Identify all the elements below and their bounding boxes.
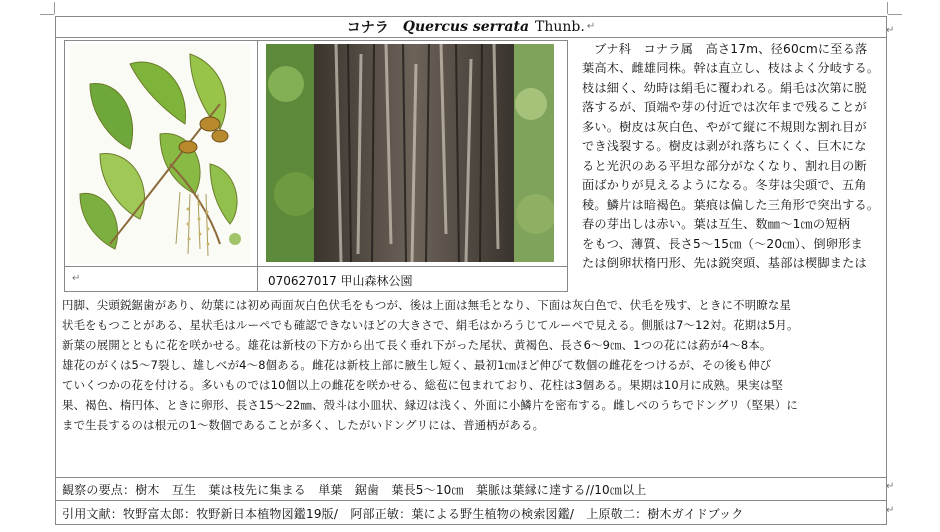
description-line: 稜。鱗片は暗褐色。葉痕は偏した三角形で突出する。 bbox=[582, 198, 880, 212]
image-table-divider-h bbox=[64, 266, 568, 267]
references: 引用文献：牧野富太郎：牧野新日本植物図鑑19版/ 阿部正敏：葉による野生植物の検索図鑑/ 上原敬二：樹木ガイドブック bbox=[62, 507, 744, 521]
description-line: 果、褐色、楕円体、ときに卵形、長さ15～22㎜、殻斗は小皿状、縁辺は浅く、外面に小鱗片を密布する。雌しべのうちでドングリ（堅果）に bbox=[62, 398, 799, 412]
cell-return-mark: ↵ bbox=[72, 273, 81, 284]
description-line: 春の芽出しは赤い。葉は互生、数㎜～1㎝の短柄 bbox=[582, 217, 851, 231]
section-divider bbox=[55, 500, 887, 501]
observation-points: 観察の要点：樹木 互生 葉は枝先に集まる 単葉 鋸歯 葉長5～10㎝ 葉脈は葉縁に達する//10㎝以上 bbox=[62, 483, 647, 497]
section-divider bbox=[55, 477, 887, 478]
description-line: 葉高木、雌雄同株。幹は直立し、枝はよく分岐する。 bbox=[582, 61, 880, 75]
photo-caption: 070627017 甲山森林公園 bbox=[268, 274, 413, 288]
author-name: Thunb. bbox=[535, 18, 585, 35]
description-line: ブナ科 コナラ属 高さ17m、径60cmに至る落 bbox=[594, 42, 868, 56]
description-line: ると光沢のある平坦な部分がなくなり、割れ目の断 bbox=[582, 159, 867, 173]
title-row bbox=[55, 16, 887, 38]
botanical-illustration[interactable] bbox=[70, 44, 250, 264]
image-table-divider-v bbox=[257, 40, 258, 292]
corner-mark-top-left-v bbox=[54, 2, 55, 14]
description-line: たは倒卵状楕円形、先は鋭突頭、基部は楔脚または bbox=[582, 256, 867, 270]
description-line: ていくつかの花を付ける。多いものでは10個以上の雌花を咲かせる、総苞に包まれており、花柱は3個ある。果期は10月に成熟。果実は堅 bbox=[62, 378, 784, 392]
corner-mark-top-right bbox=[888, 14, 902, 15]
return-mark: ↵ bbox=[586, 21, 596, 32]
description-line: 円脚、尖頭鋭鋸歯があり、幼葉には初め両面灰白色伏毛をもつが、後は上面は無毛となり、下面は灰白色で、伏毛を残す、ときに不明瞭な星 bbox=[62, 298, 792, 312]
japanese-name: コナラ bbox=[346, 19, 389, 36]
description-line: 面ばかりが見えるようになる。冬芽は尖頭で、五角 bbox=[582, 178, 867, 192]
corner-mark-top-left bbox=[40, 14, 54, 15]
corner-mark-top-right-v bbox=[887, 2, 888, 14]
description-line: 枝は細く、幼時は絹毛に覆われる。絹毛は次第に脱 bbox=[582, 81, 867, 95]
description-line: でき浅裂する。樹皮は剥がれ落ちにくく、巨木にな bbox=[582, 139, 867, 153]
description-line: 多い。樹皮は灰白色、やがて縦に不規則な割れ目が bbox=[582, 120, 867, 134]
row-return-mark: ↵ bbox=[886, 481, 895, 492]
description-line: をもつ、薄質、長さ5～15㎝（～20㎝）、倒卵形ま bbox=[582, 237, 863, 251]
row-return-mark: ↵ bbox=[886, 25, 895, 36]
description-line: まで生長するのは根元の1～数個であることが多く、したがいドングリには、普通柄がある。 bbox=[62, 418, 545, 432]
scientific-name: Quercus serrata bbox=[402, 18, 530, 35]
description-line: 新葉の展開とともに花を咲かせる。雄花は新枝の下方から出て長く垂れ下がった尾状、黄褐色、長さ6～9㎝、1つの花には葯が4～8本。 bbox=[62, 338, 772, 352]
description-line: 雄花のがくは5～7裂し、雄しべが4～8個ある。雌花は新枝上部に腋生し短く、最初1㎝ほど伸びて数個の雌花をつけるが、その後も伸び bbox=[62, 358, 772, 372]
bark-photo[interactable] bbox=[266, 44, 554, 262]
description-line: 落するが、頂端や芽の付近では次年まで残ることが bbox=[582, 100, 867, 114]
row-return-mark: ↵ bbox=[886, 505, 895, 516]
description-line: 状毛をもつことがある、星状毛はルーペでも確認できないほどの大きさで、絹毛はかろうじてルーペで見える。側脈は7～12対。花期は5月。 bbox=[62, 318, 799, 332]
